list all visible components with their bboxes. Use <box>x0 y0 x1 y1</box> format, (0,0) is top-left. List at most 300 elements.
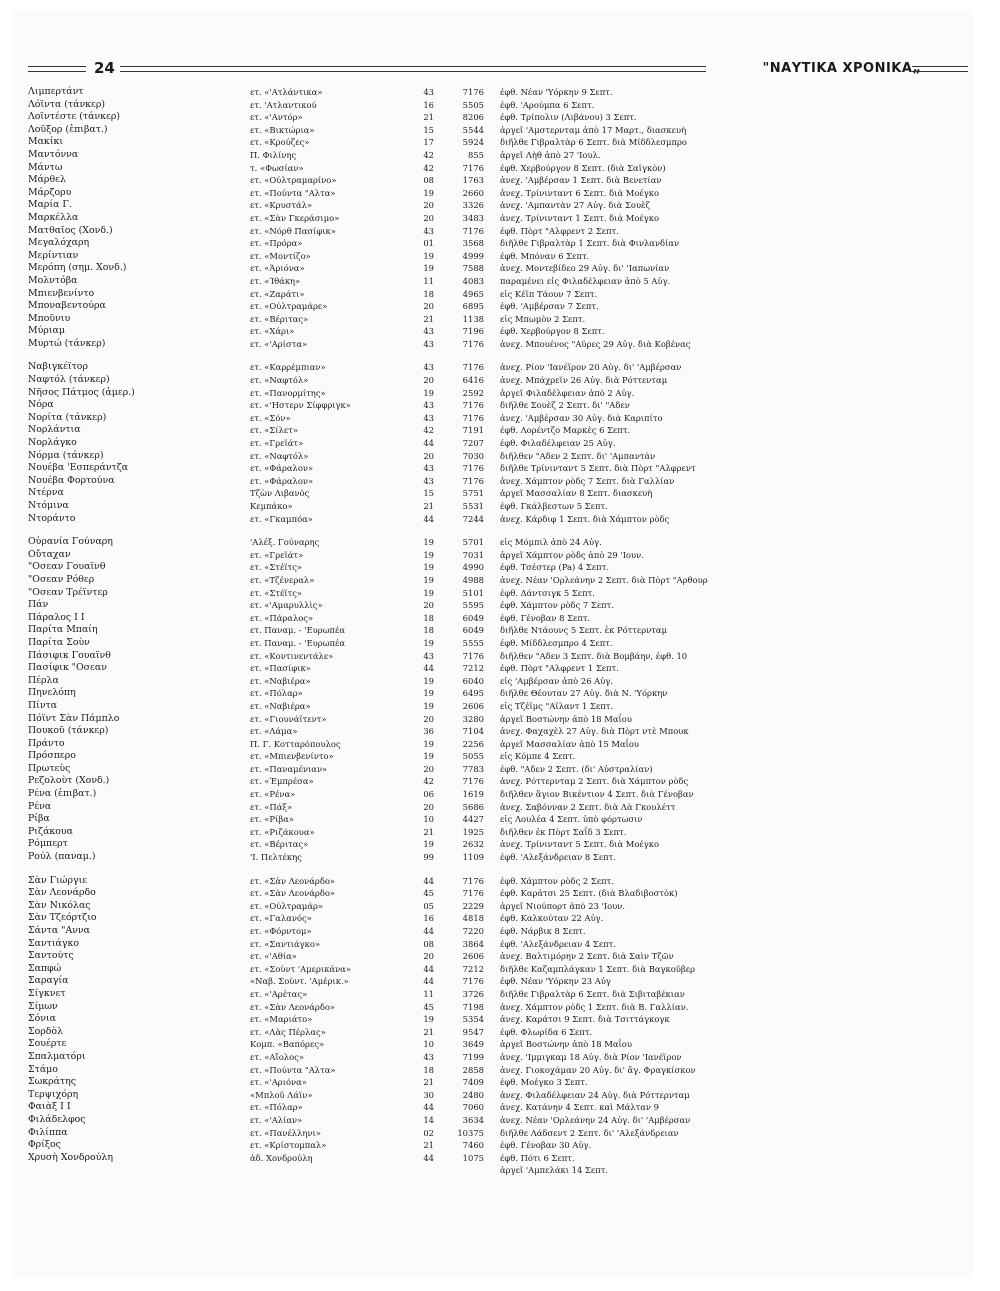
ship-row <box>28 675 964 688</box>
ship-row <box>28 162 964 175</box>
ship-owner: ετ. «Μπιενβενίντο» <box>250 751 334 762</box>
ship-row <box>28 325 964 338</box>
voyage-status: έφθ. Νέαν 'Υόρκην 9 Σεπτ. <box>500 87 613 97</box>
ship-owner: ετ. «Γιουνάϊτεντ» <box>250 713 327 724</box>
ship-owner: ετ. «Ούλτραμαρίνο» <box>250 175 337 186</box>
ship-name: Σαντούτς <box>28 950 74 962</box>
ship-name: Οὔταχαν <box>28 548 71 560</box>
tonnage: 3280 <box>462 713 484 724</box>
ship-owner: Τζὼν Λιβανὸς <box>250 488 310 499</box>
ship-owner: ετ. «Λὰς Πέρλας» <box>250 1026 326 1037</box>
voyage-status: ἀργεῖ Βοστώνην ἀπὸ 18 Μαΐου <box>500 1039 632 1050</box>
built-year: 43 <box>423 338 434 349</box>
tonnage: 1109 <box>462 852 484 863</box>
ship-row <box>28 399 964 412</box>
built-year: 21 <box>423 826 434 837</box>
ship-group <box>28 86 964 350</box>
voyage-status: διῆλθε Σουὲζ 2 Σεπτ. δι' "Αδεν <box>500 400 630 411</box>
ship-owner: ετ. «Τζένεραλ» <box>250 574 315 585</box>
ship-row <box>28 887 964 900</box>
built-year: 44 <box>423 976 434 987</box>
built-year: 19 <box>423 700 434 711</box>
ship-owner: ετ. «Βέριτας» <box>250 313 309 324</box>
voyage-status: εἰς Μόμπιλ ἀπὸ 24 Αὐγ. <box>500 537 602 548</box>
built-year: 43 <box>423 225 434 236</box>
ship-owner: ετ. Παναμ. - 'Ευρωπέα <box>250 637 346 648</box>
built-year: 43 <box>423 326 434 337</box>
ship-group <box>28 875 964 1177</box>
ship-owner: 'Αλέξ. Γούναρης <box>250 537 320 548</box>
ship-row <box>28 462 964 475</box>
ship-row <box>28 99 964 112</box>
voyage-status: ἀνεχ. Τρίνινταντ 5 Σεπτ. διὰ Μοέγκο <box>500 839 660 850</box>
voyage-status: έφθ. 'Αλεξάνδρειαν 4 Σεπτ. <box>500 938 616 949</box>
voyage-status: έφθ. Πὸρτ "Αλφρεντ 1 Σεπτ. <box>500 663 619 674</box>
ship-group <box>28 361 964 525</box>
voyage-status: ἀνεχ. Χάμπτον ρὸδς 1 Σεπτ. διὰ Β. Γαλλίαν. <box>500 1001 689 1012</box>
tonnage: 2606 <box>462 951 484 962</box>
tonnage: 7104 <box>462 726 484 737</box>
voyage-status: έφθ. Πὸρτ "Αλφρεντ 2 Σεπτ. <box>500 225 619 236</box>
built-year: 43 <box>423 87 434 97</box>
tonnage: 6495 <box>462 688 484 699</box>
ship-owner: τ. «Φωσίαν» <box>250 162 304 173</box>
voyage-status: έφθ. Μοέγκο 3 Σεπτ. <box>500 1077 588 1088</box>
built-year: 43 <box>423 475 434 486</box>
built-year: 16 <box>423 99 434 110</box>
built-year: 19 <box>423 250 434 261</box>
built-year: 44 <box>423 926 434 936</box>
ship-owner: ετ. «Πούντα "Αλτα» <box>250 1064 336 1075</box>
ship-owner: ετ. «Ναβιέρα» <box>250 700 311 711</box>
voyage-status: έφθ. 'Αρούμπα 6 Σεπτ. <box>500 99 595 110</box>
tonnage: 7176 <box>462 87 484 97</box>
ship-row <box>28 1127 964 1140</box>
ship-row <box>28 262 964 275</box>
voyage-status: έφθ. Χερβούργον 8 Σεπτ. (διὰ Σαϊγκὸν) <box>500 162 666 173</box>
ship-owner: ετ. «Ναβιέρα» <box>250 675 311 686</box>
ship-row <box>28 500 964 513</box>
ship-name: Πίντα <box>28 699 58 711</box>
ship-name: Πρόσπερο <box>28 750 76 762</box>
ship-owner: ετ. «'Αλίαν» <box>250 1114 303 1125</box>
ship-row <box>28 513 964 526</box>
voyage-status: έφθ. Καράτσι 25 Σεπτ. (διὰ Βλαδιβοστὸκ) <box>500 888 678 899</box>
ship-row <box>28 788 964 801</box>
ship-owner: ετ. «Σὰν Γκεράσιμο» <box>250 212 340 223</box>
built-year: 43 <box>423 362 434 373</box>
voyage-status: ἀργεῖ Μασσαλίαν ἀπὸ 15 Μαΐου <box>500 738 640 749</box>
built-year: 20 <box>423 763 434 774</box>
tonnage: 2632 <box>462 839 484 850</box>
ship-owner: ετ. «Φάραλον» <box>250 463 314 474</box>
ship-owner: ετ. «Ούλτραμάρ» <box>250 900 324 911</box>
voyage-status: ἀνεχ. Καράτσι 9 Σεπτ. διὰ Τσιττάγκογκ <box>500 1014 670 1025</box>
ship-name: Μποναβεντούρα <box>28 300 106 312</box>
built-year: 21 <box>423 313 434 324</box>
ship-row <box>28 587 964 600</box>
built-year: 20 <box>423 951 434 962</box>
ship-owner: «Ναβ. Σοὺντ. 'Αμέρικ.» <box>250 976 349 987</box>
ship-owner: ετ. «'Αθία» <box>250 951 297 962</box>
ship-row <box>28 549 964 562</box>
ship-row <box>28 912 964 925</box>
ship-row <box>28 624 964 637</box>
ship-row <box>28 612 964 625</box>
ship-row <box>28 662 964 675</box>
ship-name: Πρωτεὺς <box>28 762 71 774</box>
ship-name: Ρένα (ἐπιβατ.) <box>28 788 97 800</box>
ship-row <box>28 174 964 187</box>
ship-owner: ετ. «Σοὺντ 'Αμερικάνα» <box>250 963 351 974</box>
voyage-status: έφθ. 'Αλεξάνδρειαν 8 Σεπτ. <box>500 852 616 863</box>
ship-owner: ετ. «Παναμένιαν» <box>250 763 328 774</box>
tonnage: 6049 <box>462 625 484 636</box>
ship-owner: Κομπ. «Βαπόρες» <box>250 1039 325 1050</box>
ship-row <box>28 599 964 612</box>
ship-owner: ετ. «Χάρι» <box>250 326 295 337</box>
built-year: 19 <box>423 751 434 762</box>
tonnage: 4427 <box>462 814 484 825</box>
tonnage: 7199 <box>462 1051 484 1062</box>
built-year: 42 <box>423 162 434 173</box>
tonnage: 1075 <box>462 1152 484 1163</box>
ship-owner: ἀδ. Χονδρούλη <box>250 1152 313 1163</box>
voyage-status: έφθ. Φλωρίδα 6 Σεπτ. <box>500 1026 593 1037</box>
built-year: 19 <box>423 688 434 699</box>
ship-owner: ετ. «Πασίφικ» <box>250 663 311 674</box>
voyage-status: διῆλθε Λάδσεντ 2 Σεπτ. δι' 'Αλεξάνδρειαν <box>500 1127 679 1138</box>
ship-name: Τερψιχόρη <box>28 1088 79 1100</box>
voyage-status: έφθ. Γκάλβεστων 5 Σεπτ. <box>500 501 608 511</box>
ship-owner: ετ. «Ούλτραμάρε» <box>250 301 328 312</box>
ship-row <box>28 199 964 212</box>
page-header <box>28 58 972 84</box>
ship-name: Παρίτα Μπαίη <box>28 624 98 636</box>
ship-row <box>28 361 964 374</box>
ship-row <box>28 1152 964 1165</box>
tonnage: 5505 <box>462 99 484 110</box>
tonnage: 7460 <box>462 1140 484 1151</box>
ship-name: Μολντόβα <box>28 274 78 286</box>
tonnage: 7176 <box>462 412 484 423</box>
tonnage: 3568 <box>462 238 484 249</box>
tonnage: 855 <box>468 149 484 160</box>
ship-owner: ετ. «Κρίστομπαλ» <box>250 1140 327 1151</box>
built-year: 19 <box>423 574 434 585</box>
ship-owner: Π. Γ. Κοτταρόπουλος <box>250 738 341 749</box>
ship-owner: ετ. «Σὰν Λεονάρδο» <box>250 875 336 886</box>
ship-name: "Οσεαν Τρέϊντερ <box>28 586 108 598</box>
ship-row <box>28 212 964 225</box>
ship-name: "Οσεαν Γουαϊνθ <box>28 561 106 573</box>
built-year: 20 <box>423 200 434 211</box>
ship-row <box>28 725 964 738</box>
ship-row <box>28 387 964 400</box>
ship-row <box>28 338 964 351</box>
ship-owner: ετ. «Γρεϊάτ» <box>250 438 304 449</box>
built-year: 44 <box>423 1102 434 1113</box>
built-year: 08 <box>423 938 434 949</box>
ship-name: Μάρζορυ <box>28 186 72 198</box>
voyage-status: διῆλθεν "Αδεν 2 Σεπτ. δι' 'Αμπαντὰν <box>500 450 656 461</box>
ship-row <box>28 687 964 700</box>
ship-row <box>28 561 964 574</box>
ship-name: Φιλάδελφος <box>28 1113 86 1125</box>
ship-name: Ντοράντο <box>28 512 76 524</box>
ship-name: Πάσιφικ Γουαϊνθ <box>28 649 111 661</box>
built-year: 19 <box>423 1014 434 1025</box>
tonnage: 3483 <box>462 212 484 223</box>
ship-owner: ετ. «Κοντινεντάλε» <box>250 650 334 661</box>
ship-name: Πόϊντ Σὰν Πάμπλο <box>28 712 120 724</box>
built-year: 43 <box>423 1051 434 1062</box>
tonnage: 7176 <box>462 225 484 236</box>
ship-name: Σίμων <box>28 1000 58 1012</box>
built-year: 19 <box>423 549 434 560</box>
built-year: 19 <box>423 839 434 850</box>
ship-owner: ετ. Παναμ. - 'Ευρωπέα <box>250 625 346 636</box>
ship-owner: ετ. «'Αριόνα» <box>250 1077 307 1088</box>
voyage-status: ἀνεχ. Βαλτιμόρην 2 Σεπτ. διὰ Σαὶν Τζῶν <box>500 951 674 962</box>
ship-name: Ματθαῖος (Χονδ.) <box>28 224 113 236</box>
ship-row <box>28 975 964 988</box>
voyage-status: διῆλθε Τρίνινταντ 5 Σεπτ. διὰ Πὸρτ "Αλφρεντ <box>500 463 696 474</box>
ship-row <box>28 713 964 726</box>
ship-name: Μύριαμ <box>28 325 65 337</box>
ship-owner: ετ. «Σὰν Λεονάρδο» <box>250 888 336 899</box>
built-year: 20 <box>423 375 434 386</box>
ship-name: Ρούλ (παναμ.) <box>28 851 96 863</box>
ship-owner: ετ. «'Αρίστα» <box>250 338 308 349</box>
built-year: 19 <box>423 637 434 648</box>
built-year: 44 <box>423 663 434 674</box>
ship-owner: Κεμπάκο» <box>250 501 293 511</box>
voyage-status: ἀνεχ. Ρίον 'Ιανέϊρον 20 Αὐγ. δι' 'Αμβέρσαν <box>500 362 682 373</box>
ship-row <box>28 574 964 587</box>
ship-owner: ετ. «Πανορμίτης» <box>250 387 326 398</box>
ship-owner: ετ. «Γκαμπόα» <box>250 513 313 524</box>
ship-row <box>28 424 964 437</box>
ship-row <box>28 1013 964 1026</box>
voyage-status: παραμένει εἰς Φιλαδέλφειαν ἀπὸ 5 Αὐγ. <box>500 275 671 286</box>
built-year: 99 <box>423 852 434 863</box>
built-year: 10 <box>423 814 434 825</box>
built-year: 15 <box>423 124 434 135</box>
ship-listing <box>28 86 964 1188</box>
ship-name: Πηνελόπη <box>28 687 76 699</box>
ship-owner: ετ. «Σὰν Λεονάρδο» <box>250 1001 336 1012</box>
built-year: 20 <box>423 301 434 312</box>
ship-name: "Οσεαν Ρόθερ <box>28 573 95 585</box>
built-year: 17 <box>423 137 434 148</box>
tonnage: 2480 <box>462 1089 484 1100</box>
tonnage: 10375 <box>457 1127 484 1138</box>
ship-row <box>28 801 964 814</box>
tonnage: 6416 <box>462 375 484 386</box>
voyage-status: έφθ. Χερβούργον 8 Σεπτ. <box>500 326 605 337</box>
tonnage: 5555 <box>462 637 484 648</box>
voyage-status: έφθ. Μίδδλεσμπρο 4 Σεπτ. <box>500 637 613 648</box>
ship-row <box>28 300 964 313</box>
tonnage: 3726 <box>462 988 484 999</box>
tonnage: 7196 <box>462 326 484 337</box>
ship-name: Φαιὰξ Ι Ι <box>28 1101 71 1113</box>
ship-row <box>28 875 964 888</box>
voyage-status: έφθ. Νέαν 'Υόρκην 23 Αὐγ <box>500 976 611 987</box>
voyage-status: ἀνεχ. Κάρδιφ 1 Σεπτ. διὰ Χάμπτον ρὸδς <box>500 513 670 524</box>
tonnage: 5701 <box>462 537 484 548</box>
ship-owner: ετ. «Σαντιάγκο» <box>250 938 321 949</box>
ship-row <box>28 1051 964 1064</box>
tonnage: 7783 <box>462 763 484 774</box>
ship-name: Ριζάκουα <box>28 825 73 837</box>
ship-name: Σωκράτης <box>28 1076 77 1088</box>
ship-name: Νορλάγκο <box>28 437 77 449</box>
tonnage: 7176 <box>462 650 484 661</box>
ship-name: Στάμο <box>28 1063 58 1075</box>
tonnage: 7191 <box>462 425 484 436</box>
voyage-status: ἀνεχ. Κατάνην 4 Σεπτ. καὶ Μάλταν 9 <box>500 1102 660 1113</box>
voyage-status: ἀνεχ. Φιλαδέλφειαν 24 Αὐγ. διὰ Ρόττερνταμ <box>500 1089 690 1100</box>
ship-row <box>28 124 964 137</box>
built-year: 11 <box>423 988 434 999</box>
ship-row <box>28 86 964 99</box>
voyage-status: εἰς Μπωμὸν 2 Σεπτ. <box>500 313 586 324</box>
tonnage: 5055 <box>462 751 484 762</box>
voyage-status: ἀνεχ. Φαχαχὲλ 27 Αὐγ. διὰ Πὸρτ ντὲ Μπουκ <box>500 726 689 737</box>
voyage-status: διῆλθεν "Αδεν 3 Σεπτ. διὰ Βομβάην, ἐφθ. 10 <box>500 650 688 661</box>
ship-name: Νόρμα (τάνκερ) <box>28 449 104 461</box>
ship-name: Πάν <box>28 599 49 611</box>
ship-name: Μεγαλόχαρη <box>28 237 90 249</box>
tonnage: 5531 <box>462 501 484 511</box>
voyage-status: ἀνεχ. Χάμπτον ρὸδς 7 Σεπτ. διὰ Γαλλίαν <box>500 475 675 486</box>
ship-row <box>28 750 964 763</box>
tonnage: 1763 <box>462 175 484 186</box>
ship-owner: ετ. «Λάμα» <box>250 726 298 737</box>
tonnage: 7220 <box>462 926 484 936</box>
built-year: 44 <box>423 875 434 886</box>
ship-row <box>28 1001 964 1014</box>
ship-name: Μποῦνιυ <box>28 312 71 324</box>
tonnage: 1925 <box>462 826 484 837</box>
ship-owner: ετ. «Στέϊτς» <box>250 587 303 598</box>
tonnage: 7588 <box>462 263 484 274</box>
voyage-status: έφθ. Φιλαδέλφειαν 25 Αὐγ. <box>500 438 616 449</box>
ship-name: Μερόπη (σημ. Χονδ.) <box>28 262 127 274</box>
ship-row <box>28 988 964 1001</box>
ship-name: Νορίτα (τάνκερ) <box>28 411 107 423</box>
ship-owner: ετ. «Γρεϊάτ» <box>250 549 304 560</box>
ship-row <box>28 838 964 851</box>
ship-owner: ετ. «Νόρθ Πασίφικ» <box>250 225 336 236</box>
ship-owner: ετ. «Μοντίζο» <box>250 250 311 261</box>
ship-row <box>28 1089 964 1102</box>
ship-row <box>28 313 964 326</box>
ship-name: Νόρα <box>28 399 54 411</box>
ship-name: Πέρλα <box>28 674 59 686</box>
built-year: 20 <box>423 600 434 611</box>
ship-row <box>28 637 964 650</box>
tonnage: 1138 <box>462 313 484 324</box>
voyage-status: έφθ. Δάντσιγκ 5 Σεπτ. <box>500 587 595 598</box>
tonnage: 8206 <box>462 112 484 123</box>
ship-row <box>28 136 964 149</box>
ship-name: Σορδὸλ <box>28 1025 64 1037</box>
ship-name: Μάρθελ <box>28 174 66 186</box>
voyage-status: ἀνεχ. Ρόττερνταμ 2 Σεπτ. διὰ Χάμπτον ρὸδς <box>500 776 689 787</box>
tonnage: 6049 <box>462 612 484 623</box>
voyage-status: ἀνεχ. Μπουένος "Αϋρες 29 Αὐγ. διὰ Κοβένας <box>500 338 691 349</box>
built-year: 01 <box>423 238 434 249</box>
ship-name: Σουέρτε <box>28 1038 67 1050</box>
built-year: 20 <box>423 212 434 223</box>
tonnage: 7176 <box>462 338 484 349</box>
built-year: 42 <box>423 149 434 160</box>
built-year: 21 <box>423 1077 434 1088</box>
voyage-status: εἰς Κέϊπ Τάουν 7 Σεπτ. <box>500 288 598 299</box>
ship-name: Σαπφώ <box>28 962 62 974</box>
ship-name: Χρυσὴ Χονδρούλη <box>28 1151 113 1163</box>
tonnage: 3864 <box>462 938 484 949</box>
ship-owner: ετ. «Πόλαρ» <box>250 1102 303 1113</box>
voyage-status: διῆλθε Γιβραλτὰρ 1 Σεπτ. διὰ Φινλανδίαν <box>500 238 680 249</box>
tonnage: 5354 <box>462 1014 484 1025</box>
ship-name: Νουέβα Φορτούνα <box>28 474 115 486</box>
ship-name: Πασίφικ "Οσεαν <box>28 662 107 674</box>
tonnage: 7409 <box>462 1077 484 1088</box>
ship-owner: ετ. «Κρυστάλ» <box>250 200 313 211</box>
tonnage: 5686 <box>462 801 484 812</box>
tonnage: 2256 <box>462 738 484 749</box>
tonnage: 7244 <box>462 513 484 524</box>
ship-row <box>28 925 964 938</box>
ship-row <box>28 275 964 288</box>
tonnage: 7176 <box>462 976 484 987</box>
built-year: 19 <box>423 387 434 398</box>
ship-owner: ετ. «Σόν» <box>250 412 291 423</box>
tonnage: 3649 <box>462 1039 484 1050</box>
voyage-status: εἰς Κόμπε 4 Σεπτ. <box>500 751 576 762</box>
voyage-status: διῆλθε Γιβραλτὰρ 6 Σεπτ. διὰ Σιβιταβέκιαν <box>500 988 685 999</box>
ship-row <box>28 149 964 162</box>
ship-row <box>28 536 964 549</box>
ship-owner: ετ. «Ναφτόλ» <box>250 450 309 461</box>
ship-owner: ετ. «Ρίβα» <box>250 814 294 825</box>
built-year: 02 <box>423 1127 434 1138</box>
ship-name: Σπαλματόρι <box>28 1050 86 1062</box>
ship-row <box>28 450 964 463</box>
ship-owner: ετ. 'Ατλαντικού <box>250 99 317 110</box>
voyage-status: έφθ. Χάμπτον ρὸδς 7 Σεπτ. <box>500 600 614 611</box>
built-year: 18 <box>423 288 434 299</box>
page-number: 24 <box>94 59 115 77</box>
built-year: 21 <box>423 1026 434 1037</box>
voyage-status: ἀνεχ. Νέαν 'Ορλεάνην 2 Σεπτ. διὰ Πὸρτ "Αρθουρ <box>500 574 708 585</box>
tonnage: 4999 <box>462 250 484 261</box>
ship-owner: ετ. «'Ηστερν Σίφφριγκ» <box>250 400 351 411</box>
ship-owner: ετ. «'Αμαρυλλὶς» <box>250 600 323 611</box>
tonnage: 1619 <box>462 789 484 800</box>
tonnage: 7212 <box>462 963 484 974</box>
tonnage: 7176 <box>462 362 484 373</box>
ship-owner: ετ. «Ίθάκη» <box>250 275 301 286</box>
voyage-status: ἀνεχ. 'Ιμμιγκαμ 18 Αὐγ. διὰ Ρίον 'Ιανέϊρον <box>500 1051 682 1062</box>
ship-owner: ετ. «'Ατλάντικα» <box>250 87 323 97</box>
ship-row <box>28 851 964 864</box>
voyage-status: διῆλθε Θέουταν 27 Αὐγ. διὰ Ν. 'Υόρκην <box>500 688 668 699</box>
